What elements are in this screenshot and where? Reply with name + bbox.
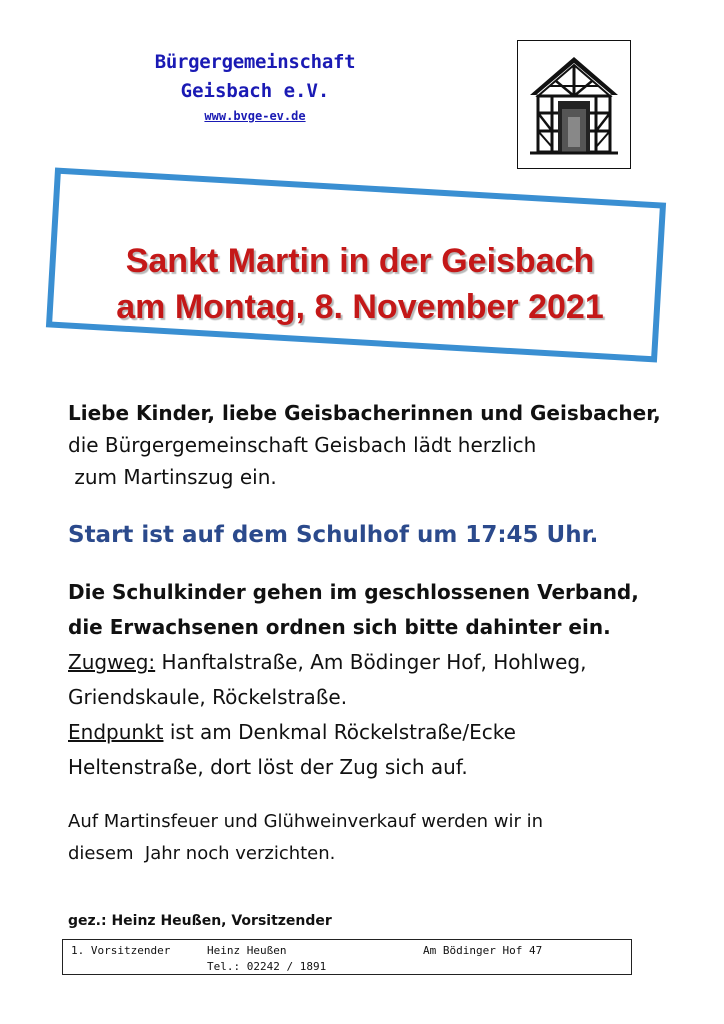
footer-address: Am Bödinger Hof 47 <box>423 944 543 957</box>
half-timbered-house-icon <box>526 51 622 159</box>
footer-contact <box>62 939 632 975</box>
website-link[interactable]: www.bvge-ev.de <box>204 109 306 123</box>
event-title-line2: am Montag, 8. November 2021 <box>116 288 604 326</box>
organization-header <box>120 48 390 126</box>
greeting-heading: Liebe Kinder, liebe Geisbacherinnen und Geisbacher, <box>68 401 661 425</box>
footer-name: Heinz Heußen <box>207 944 287 957</box>
notice-line: Auf Martinsfeuer und Glühweinverkauf werden wir in <box>68 811 544 832</box>
event-title <box>60 238 660 330</box>
notice-line: diesem Jahr noch verzichten. <box>68 843 336 864</box>
route-text: Hanftalstraße, Am Bödinger Hof, Hohlweg, <box>155 650 587 674</box>
procession-details <box>68 575 688 785</box>
details-line: Die Schulkinder gehen im geschlossenen Verband, <box>68 580 639 604</box>
endpoint-label: Endpunkt <box>68 720 164 744</box>
notice-paragraph <box>68 806 688 870</box>
greeting-paragraph <box>68 397 688 493</box>
footer-phone: Tel.: 02242 / 1891 <box>207 960 327 973</box>
logo <box>517 40 631 169</box>
route-text: Griendskaule, Röckelstraße. <box>68 685 348 709</box>
org-place: Geisbach e.V. <box>180 80 330 102</box>
details-line: die Erwachsenen ordnen sich bitte dahinter ein. <box>68 615 611 639</box>
endpoint-text: ist am Denkmal Röckelstraße/Ecke <box>163 720 516 744</box>
event-title-line1: Sankt Martin in der Geisbach <box>125 242 595 280</box>
org-name: Bürgergemeinschaft <box>154 51 356 73</box>
start-info: Start ist auf dem Schulhof um 17:45 Uhr. <box>68 522 599 548</box>
signature: gez.: Heinz Heußen, Vorsitzender <box>68 913 332 929</box>
route-label: Zugweg: <box>68 650 156 674</box>
endpoint-text: Heltenstraße, dort löst der Zug sich auf. <box>68 755 468 779</box>
greeting-line: zum Martinszug ein. <box>68 465 277 489</box>
greeting-line: die Bürgergemeinschaft Geisbach lädt herzlich <box>68 433 537 457</box>
footer-role: 1. Vorsitzender <box>71 944 171 957</box>
